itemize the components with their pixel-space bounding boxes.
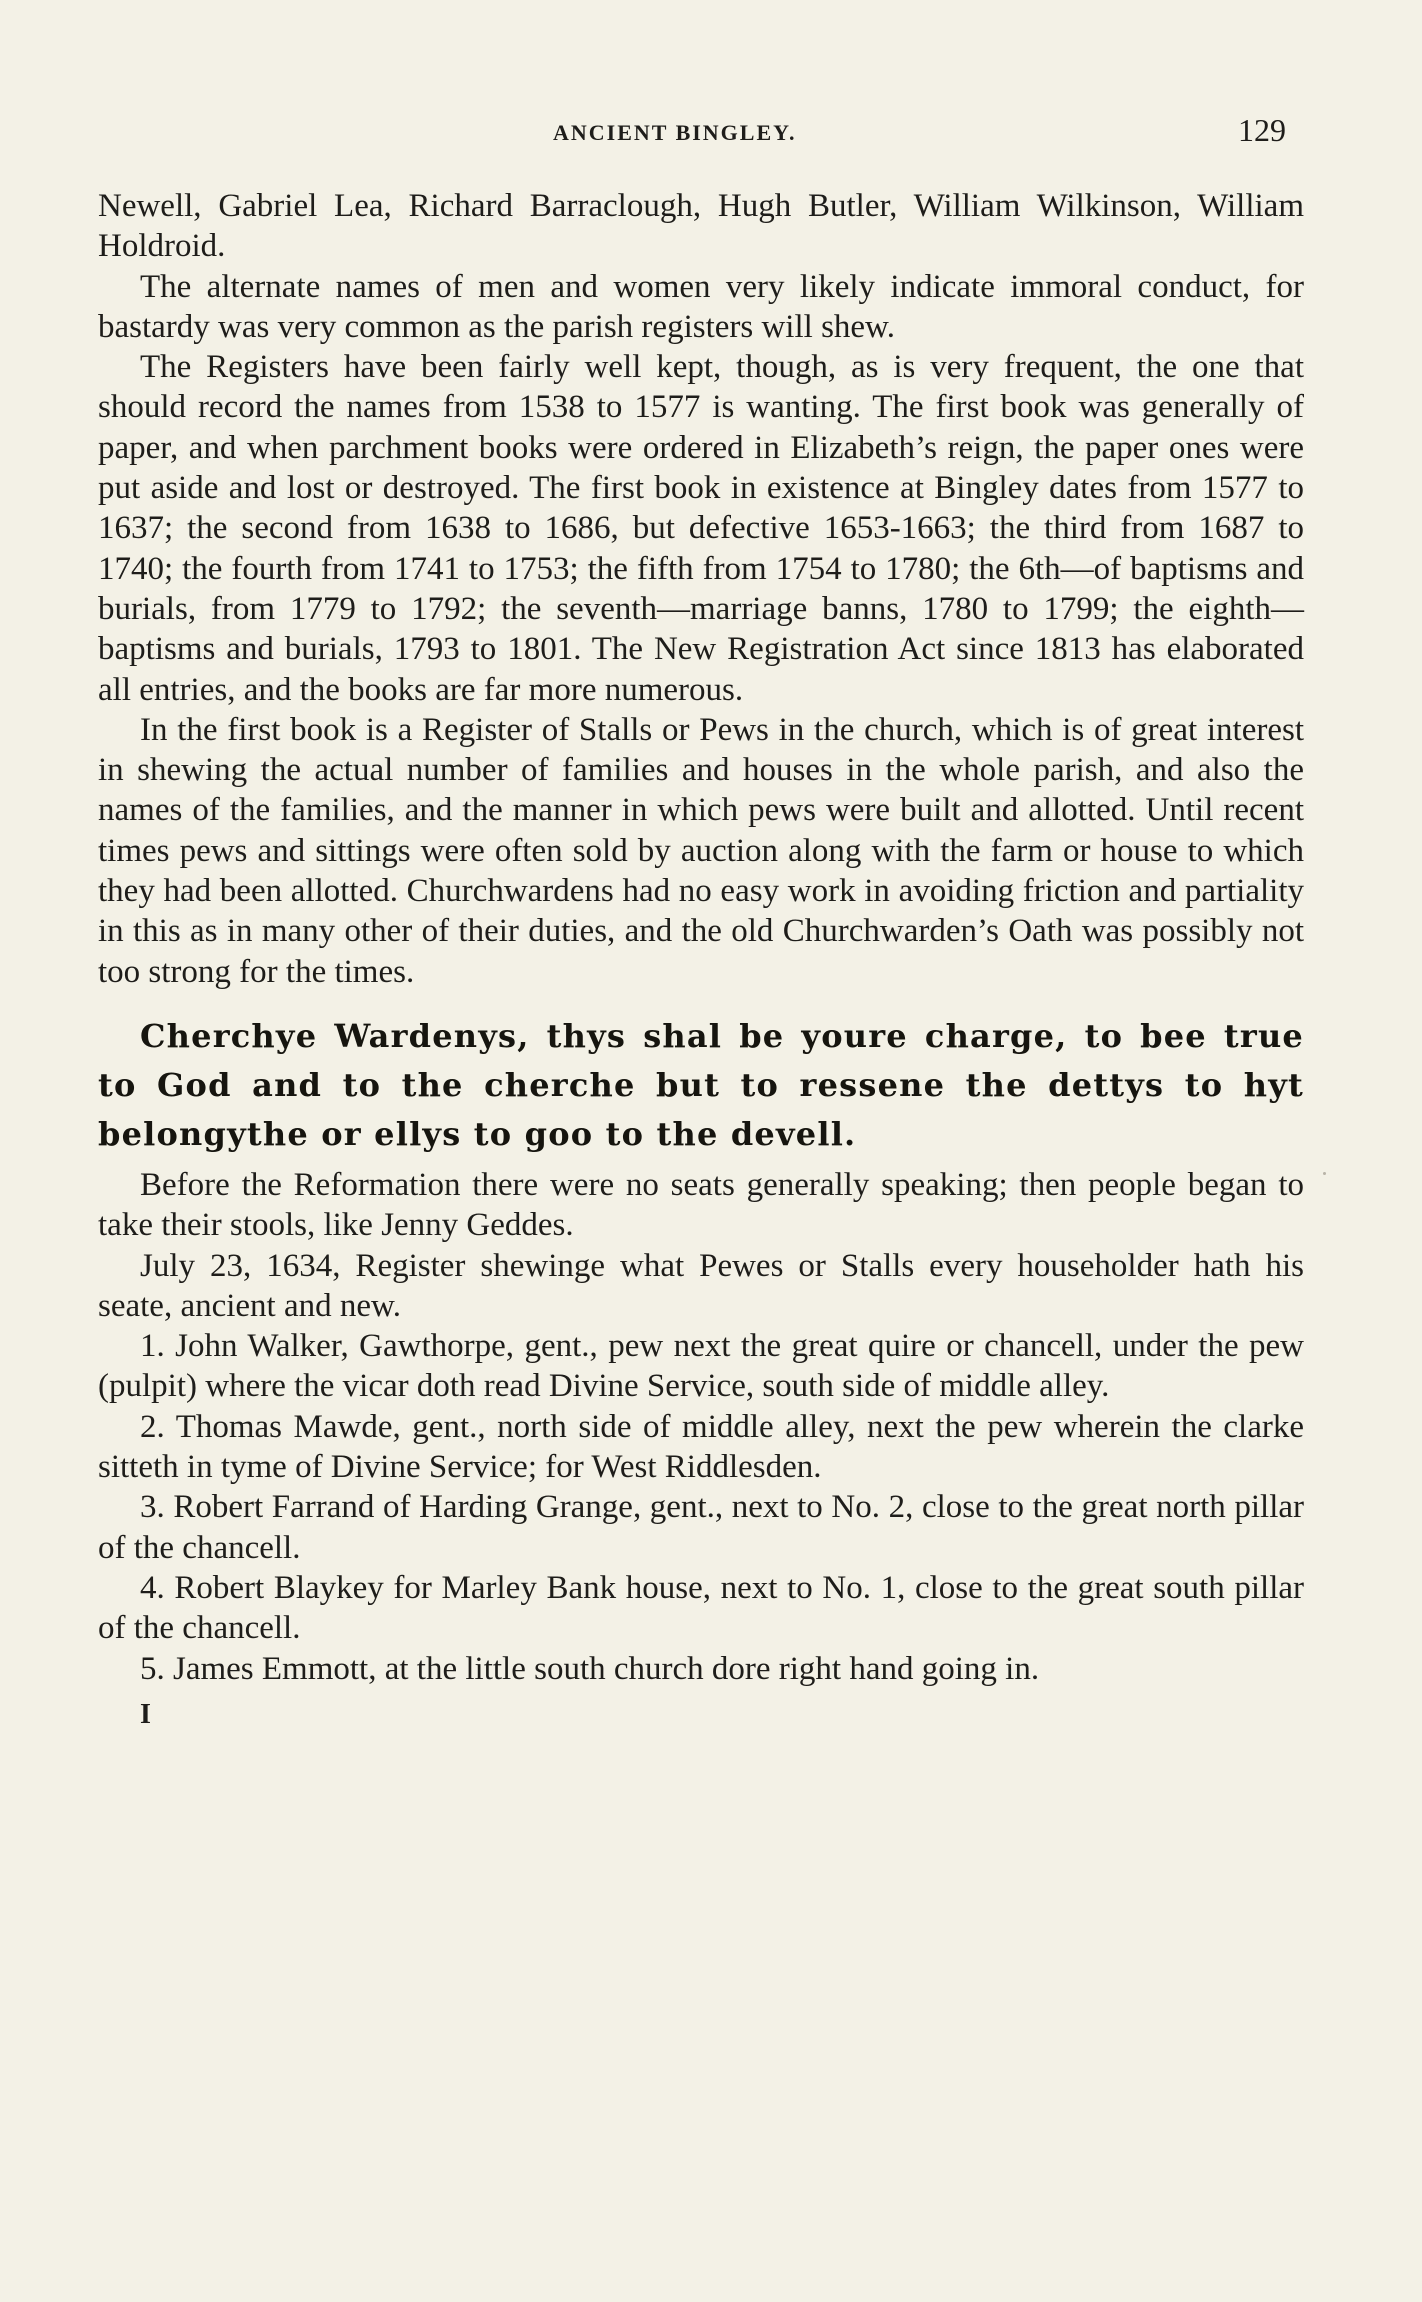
paragraph-reformation: Before the Reformation there were no seats generally speaking; then people began to take their stools, like Jenny Geddes. — [98, 1166, 1304, 1244]
pew-entry-5: 5. James Emmott, at the little south church dore right hand going in. — [140, 1650, 1040, 1687]
pew-entry-4: 4. Robert Blaykey for Marley Bank house, next to No. 1, close to the great south pillar of the chancell. — [98, 1569, 1304, 1647]
pew-entry-3: 3. Robert Farrand of Harding Grange, gent., next to No. 2, close to the great north pillar of the chancell. — [98, 1489, 1304, 1566]
paragraph-alternate-names: The alternate names of men and women very likely indicate immoral conduct, for bastardy was very common as the parish registers will shew. — [98, 268, 1304, 345]
paragraph-registers: The Registers have been fairly well kept, though, as is very frequent, the one that should record the names from 1538 to 1577 is wanting. The first book was generally of paper, and when parchment books were ordered in Elizabeth’s reign, the paper ones were put aside and lost or destroyed. The first book in existence at Bingley dates from 1577 to 1637; the second from 1638 to 1686, but defective 1653-1663; the third from 1687 to 1740; the fourth from 1741 to 1753; the fifth from 1754 to 1780; the 6th—of baptisms and burials, from 1779 to 1792; the seventh—marriage banns, 1780 to 1799; the eighth—baptisms and burials, 1793 to 1801. The New Registration Act since 1813 has elaborated all entries, and the books are far more numerous. — [98, 349, 1304, 708]
paper-speck — [1323, 1172, 1326, 1175]
pew-entry-1: 1. John Walker, Gawthorpe, gent., pew next the great quire or chancell, under the pew (pulpit) where the vicar doth read Divine Service, south side of middle alley. — [98, 1328, 1304, 1405]
body-text — [98, 186, 1304, 1731]
paragraph-continuation: Newell, Gabriel Lea, Richard Barraclough, Hugh Butler, William Wilkinson, William Holdroid. — [98, 188, 1304, 265]
churchwardens-oath: Cherchye Wardenys, thys shal be youre charge, to bee true to God and to the cherche but to ressene the dettys to hyt belongythe or ellys to goo to the devell. — [98, 1016, 1304, 1153]
page-number: 129 — [1238, 112, 1286, 148]
running-title: ANCIENT BINGLEY. — [553, 120, 797, 145]
paragraph-stalls: In the first book is a Register of Stalls or Pews in the church, which is of great interest in shewing the actual number of families and houses in the whole parish, and also the names of the families, and the manner in which pews were built and allotted. Until recent times pews and sittings were often sold by auction along with the farm or house to which they had been allotted. Churchwardens had no easy work in avoiding friction and partiality in this as in many other of their duties, and the old Churchwarden’s Oath was possibly not too strong for the times. — [98, 711, 1304, 990]
paragraph-register-1634: July 23, 1634, Register shewinge what Pewes or Stalls every householder hath his seate, ancient and new. — [98, 1247, 1304, 1324]
signature-mark: I — [140, 1698, 151, 1730]
running-header — [0, 112, 1422, 152]
pew-entry-2: 2. Thomas Mawde, gent., north side of middle alley, next the pew wherein the clarke sitteth in tyme of Divine Service; for West Riddlesden. — [98, 1408, 1304, 1486]
